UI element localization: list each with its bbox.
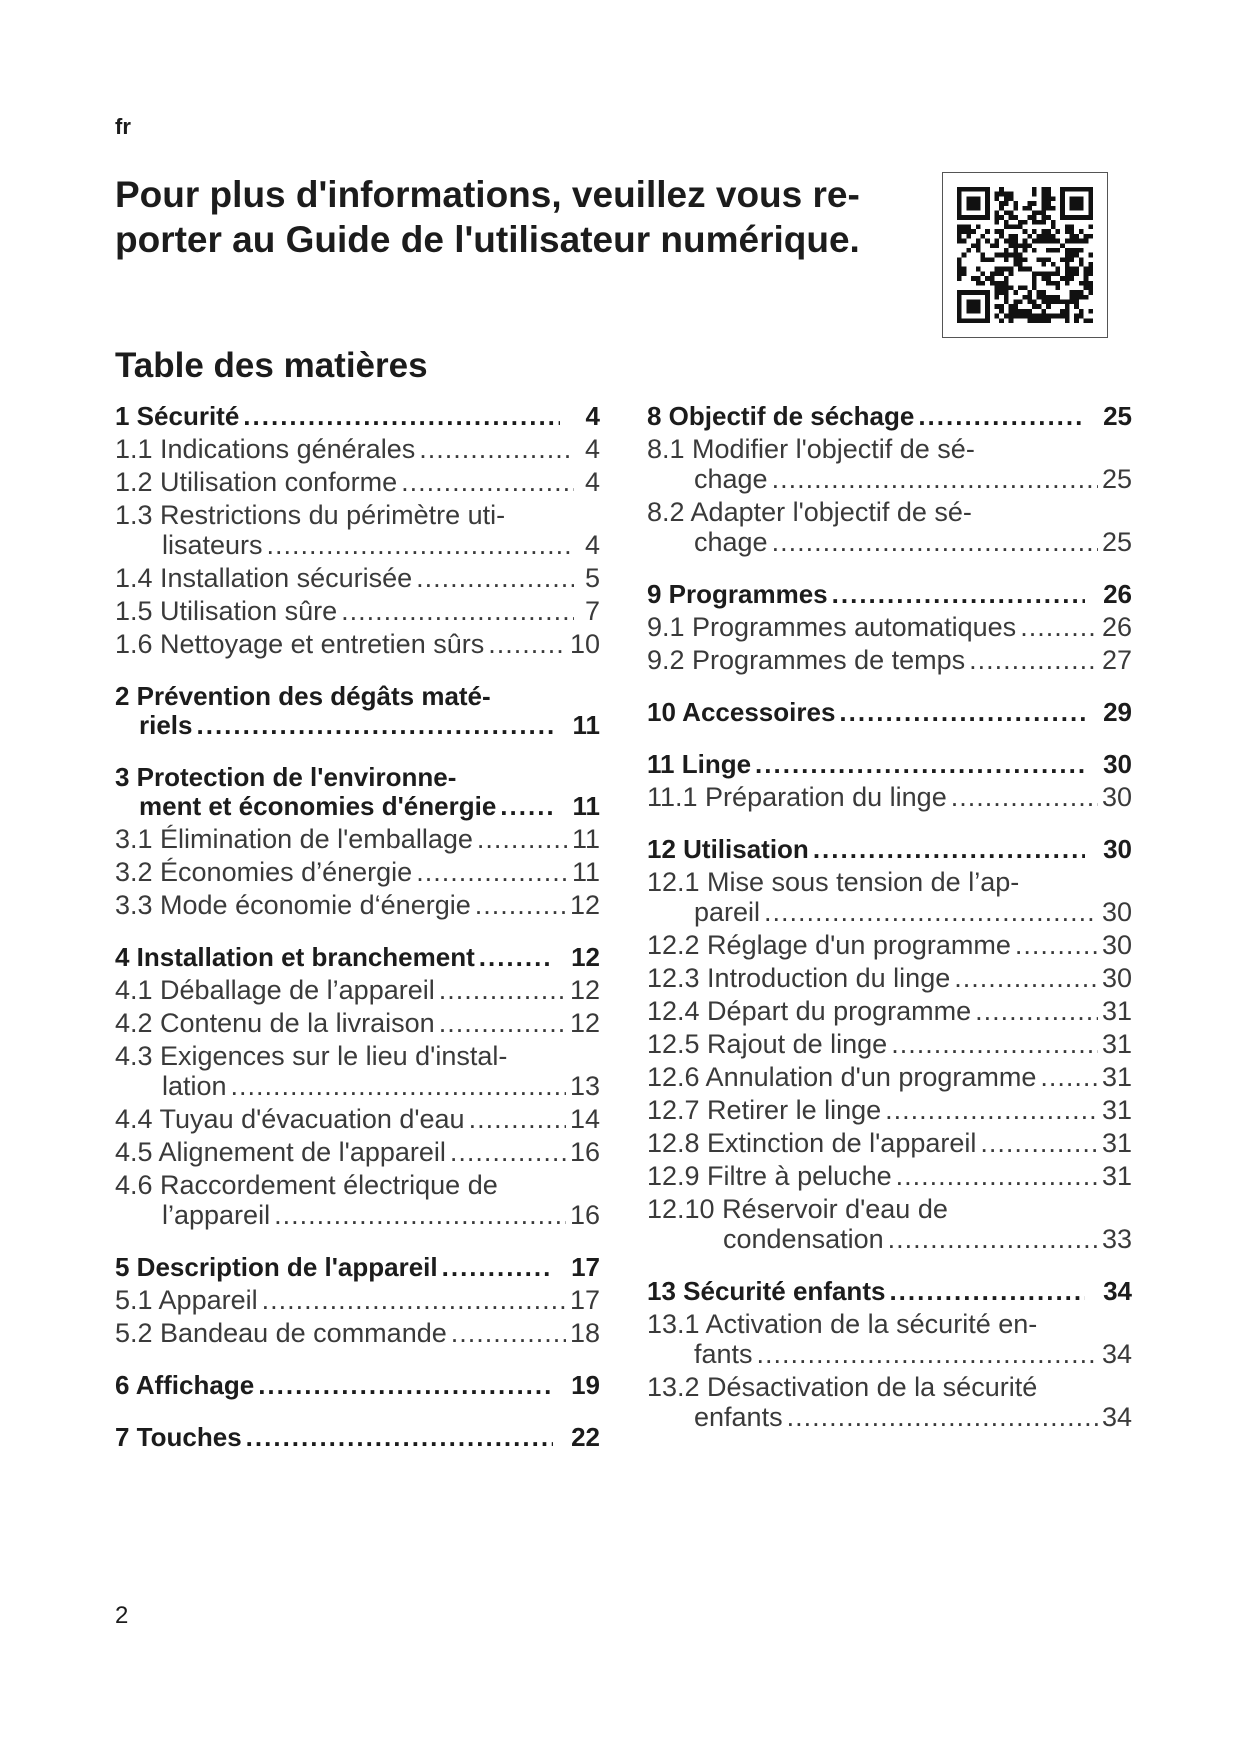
toc-subsection-entry[interactable] [115,975,600,1005]
dot-leader [401,467,574,497]
section-gap [115,743,600,763]
toc-subsection-entry[interactable] [647,782,1132,812]
toc-page-number: 30 [1101,782,1132,812]
toc-entry-title: 4.2 Contenu de la livraison [115,1008,435,1038]
toc-page-number: 11 [571,857,600,887]
toc-entry-title-line: 12.10 Réservoir d'eau de [647,1194,948,1224]
toc-section-entry[interactable] [647,835,1132,864]
dot-leader [889,1277,1085,1306]
toc-page-number: 34 [1101,1402,1132,1432]
toc-entry-title: 11 Linge [647,749,752,779]
toc-entry-title: 1 Sécurité [115,401,240,431]
toc-subsection-entry[interactable] [115,563,600,593]
toc-page-number: 11 [572,791,600,821]
toc-entry-title: 12.9 Filtre à peluche [647,1161,892,1191]
toc-entry-title: 13 Sécurité enfants [647,1276,886,1306]
toc-entry-title: 6 Affichage [115,1370,255,1400]
toc-subsection-entry[interactable] [115,890,600,920]
section-gap [647,730,1132,750]
toc-subsection-entry[interactable] [647,612,1132,642]
toc-page-number: 30 [1101,963,1132,993]
toc-entry-title: 4.4 Tuyau d'évacuation d'eau [115,1104,465,1134]
notice-line-1: Pour plus d'informations, veuillez vous re- [115,174,860,215]
dot-leader [246,1423,553,1452]
dot-leader [896,1161,1098,1191]
toc-section-entry[interactable] [115,1423,600,1452]
toc-entry-title: 12.5 Rajout de linge [647,1029,888,1059]
dot-leader [839,698,1085,727]
toc-page-number: 4 [584,434,600,464]
dot-leader [341,596,574,626]
toc-title: Table des matières [115,346,428,385]
toc-page-number: 29 [1103,697,1132,727]
toc-section-entry[interactable] [115,763,600,821]
toc-page-number: 14 [569,1104,600,1134]
toc-page-number: 26 [1103,579,1132,609]
toc-entry-title: 1.6 Nettoyage et entretien sûrs [115,629,485,659]
dot-leader [267,530,574,560]
toc-column-right [647,402,1132,1435]
section-gap [115,923,600,943]
toc-column-left [115,402,600,1455]
dot-leader [1015,930,1098,960]
dot-leader [891,1029,1098,1059]
toc-entry-title-line: 13.2 Désactivation de la sécurité [647,1372,1038,1402]
toc-subsection-entry[interactable] [115,824,600,854]
toc-page-number: 34 [1103,1276,1132,1306]
toc-page-number: 5 [584,563,600,593]
toc-entry-title: 1.4 Installation sécurisée [115,563,413,593]
toc-page-number: 31 [1101,1062,1132,1092]
toc-subsection-entry[interactable] [115,1318,600,1348]
toc-subsection-entry[interactable] [115,1008,600,1038]
toc-page-number: 18 [569,1318,600,1348]
dot-leader [787,1402,1098,1432]
dot-leader [500,792,554,821]
toc-entry-title-line: 4.6 Raccordement électrique de [115,1170,498,1200]
toc-subsection-entry[interactable] [647,1029,1132,1059]
toc-page-number: 22 [571,1422,600,1452]
toc-page-number: 4 [584,530,600,560]
toc-entry-title: 12 Utilisation [647,834,809,864]
dot-leader [1020,612,1098,642]
toc-page-number: 25 [1101,464,1132,494]
toc-entry-title: 5.1 Appareil [115,1285,258,1315]
toc-subsection-entry[interactable] [115,596,600,626]
toc-entry-title: chage [694,527,768,557]
toc-entry-title: 12.7 Retirer le linge [647,1095,882,1125]
toc-section-entry[interactable] [115,682,600,740]
toc-entry-title: 5.2 Bandeau de commande [115,1318,447,1348]
toc-subsection-entry[interactable] [115,467,600,497]
dot-leader [469,1104,566,1134]
toc-subsection-entry[interactable] [115,1285,600,1315]
dot-leader [439,975,566,1005]
toc-page-number: 11 [572,710,600,740]
toc-entry-title-line: 2 Prévention des dégâts maté- [115,681,491,711]
dot-leader [451,1318,566,1348]
toc-entry-title-line: 8.2 Adapter l'objectif de sé- [647,497,972,527]
toc-subsection-entry[interactable] [115,629,600,659]
toc-page-number: 34 [1101,1339,1132,1369]
page-number: 2 [115,1602,129,1629]
dot-leader [416,563,574,593]
toc-subsection-entry[interactable] [647,1309,1132,1369]
toc-subsection-entry[interactable] [115,434,600,464]
toc-entry-title: 7 Touches [115,1422,242,1452]
toc-entry-title: 3.2 Économies d’énergie [115,857,413,887]
toc-page-number: 16 [569,1137,600,1167]
toc-entry-title: 1.2 Utilisation conforme [115,467,398,497]
toc-section-entry[interactable] [115,943,600,972]
toc-entry-title: fants [694,1339,753,1369]
dot-leader [439,1008,566,1038]
toc-entry-title: 1.5 Utilisation sûre [115,596,338,626]
section-gap [647,560,1132,580]
dot-leader [772,527,1098,557]
toc-page-number: 17 [571,1252,600,1282]
section-gap [115,662,600,682]
toc-page-number: 25 [1103,401,1132,431]
toc-section-entry[interactable] [647,402,1132,431]
toc-page-number: 31 [1101,1095,1132,1125]
toc-subsection-entry[interactable] [647,1372,1132,1432]
toc-page-number: 31 [1101,1128,1132,1158]
toc-entry-title: condensation [723,1224,884,1254]
toc-entry-title: 3.3 Mode économie d‘énergie [115,890,471,920]
toc-page-number: 4 [584,467,600,497]
qr-code-icon [942,172,1108,338]
digital-guide-notice [115,172,915,262]
toc-subsection-entry[interactable] [647,1161,1132,1191]
dot-leader [262,1285,566,1315]
toc-subsection-entry[interactable] [647,497,1132,557]
toc-subsection-entry[interactable] [647,1062,1132,1092]
toc-subsection-entry[interactable] [647,996,1132,1026]
notice-line-2: porter au Guide de l'utilisateur numérique. [115,219,860,260]
toc-page-number: 12 [569,975,600,1005]
dot-leader [951,782,1098,812]
dot-leader [888,1224,1098,1254]
toc-entry-title: lation [162,1071,227,1101]
dot-leader [477,824,568,854]
dot-leader [975,996,1098,1026]
toc-entry-title-line: 4.3 Exigences sur le lieu d'instal- [115,1041,508,1071]
toc-entry-title: 8 Objectif de séchage [647,401,915,431]
toc-entry-title: 9.2 Programmes de temps [647,645,966,675]
toc-subsection-entry[interactable] [647,1095,1132,1125]
dot-leader [885,1095,1098,1125]
section-gap [115,1351,600,1371]
toc-page-number: 27 [1101,645,1132,675]
dot-leader [197,711,555,740]
toc-page-number: 30 [1103,834,1132,864]
toc-entry-title: 10 Accessoires [647,697,836,727]
section-gap [115,1233,600,1253]
toc-entry-title: 4 Installation et branchement [115,942,475,972]
toc-subsection-entry[interactable] [647,645,1132,675]
dot-leader [243,402,560,431]
dot-leader [772,464,1098,494]
toc-entry-title: 12.6 Annulation d'un programme [647,1062,1037,1092]
toc-page-number: 30 [1101,897,1132,927]
toc-page-number: 13 [569,1071,600,1101]
toc-entry-title: 12.8 Extinction de l'appareil [647,1128,977,1158]
dot-leader [918,402,1085,431]
toc-entry-title-line: 8.1 Modifier l'objectif de sé- [647,434,975,464]
dot-leader [416,857,568,887]
toc-page-number: 12 [571,942,600,972]
toc-subsection-entry[interactable] [647,1128,1132,1158]
section-gap [115,1403,600,1423]
toc-page-number: 33 [1101,1224,1132,1254]
toc-page-number: 31 [1101,996,1132,1026]
toc-entry-title: lisateurs [162,530,263,560]
section-gap [647,1257,1132,1277]
toc-entry-title-line: 3 Protection de l'environne- [115,762,457,792]
toc-entry-title: 12.3 Introduction du linge [647,963,951,993]
dot-leader [764,897,1098,927]
toc-entry-title: 12.2 Réglage d'un programme [647,930,1011,960]
qr-code-graphic [957,187,1093,323]
dot-leader [442,1253,553,1282]
toc-subsection-entry[interactable] [647,434,1132,494]
toc-page-number: 19 [571,1370,600,1400]
toc-subsection-entry[interactable] [115,857,600,887]
toc-page-number: 12 [569,890,600,920]
toc-page-number: 4 [585,401,600,431]
dot-leader [231,1071,566,1101]
toc-section-entry[interactable] [115,402,600,431]
toc-page-number: 7 [584,596,600,626]
toc-subsection-entry[interactable] [115,1137,600,1167]
dot-leader [479,943,553,972]
dot-leader [832,580,1085,609]
toc-entry-title: 9 Programmes [647,579,828,609]
toc-entry-title: ment et économies d'énergie [139,791,497,821]
toc-subsection-entry[interactable] [647,867,1132,927]
toc-section-entry[interactable] [647,698,1132,727]
toc-entry-title: chage [694,464,768,494]
toc-section-entry[interactable] [647,580,1132,609]
dot-leader [488,629,566,659]
toc-page-number: 11 [571,824,600,854]
toc-page-number: 30 [1103,749,1132,779]
toc-subsection-entry[interactable] [115,1041,600,1101]
toc-entry-title: pareil [694,897,761,927]
toc-section-entry[interactable] [647,1277,1132,1306]
dot-leader [419,434,574,464]
toc-page-number: 12 [569,1008,600,1038]
toc-page-number: 16 [569,1200,600,1230]
dot-leader [450,1137,566,1167]
dot-leader [475,890,566,920]
dot-leader [258,1371,553,1400]
toc-entry-title-line: 12.1 Mise sous tension de l’ap- [647,867,1020,897]
toc-subsection-entry[interactable] [115,500,600,560]
toc-entry-title: 11.1 Préparation du linge [647,782,947,812]
dot-leader [969,645,1098,675]
toc-subsection-entry[interactable] [647,1194,1132,1254]
toc-entry-title: 5 Description de l'appareil [115,1252,438,1282]
toc-entry-title: 9.1 Programmes automatiques [647,612,1017,642]
dot-leader [980,1128,1098,1158]
toc-page-number: 10 [569,629,600,659]
section-gap [647,678,1132,698]
toc-entry-title: 12.4 Départ du programme [647,996,972,1026]
toc-section-entry[interactable] [115,1253,600,1282]
language-code: fr [115,114,131,139]
toc-entry-title: 4.5 Alignement de l'appareil [115,1137,446,1167]
toc-subsection-entry[interactable] [647,930,1132,960]
toc-entry-title: 1.1 Indications générales [115,434,416,464]
toc-entry-title: 3.1 Élimination de l'emballage [115,824,473,854]
dot-leader [757,1339,1098,1369]
toc-entry-title: l’appareil [162,1200,271,1230]
dot-leader [274,1200,566,1230]
toc-entry-title-line: 1.3 Restrictions du périmètre uti- [115,500,506,530]
toc-page-number: 30 [1101,930,1132,960]
dot-leader [1040,1062,1098,1092]
toc-page-number: 31 [1101,1161,1132,1191]
toc-page-number: 31 [1101,1029,1132,1059]
section-gap [647,815,1132,835]
toc-subsection-entry[interactable] [115,1170,600,1230]
toc-section-entry[interactable] [115,1371,600,1400]
dot-leader [755,750,1085,779]
toc-entry-title: 4.1 Déballage de l’appareil [115,975,435,1005]
toc-entry-title: riels [139,710,193,740]
toc-entry-title-line: 13.1 Activation de la sécurité en- [647,1309,1038,1339]
toc-entry-title: enfants [694,1402,783,1432]
toc-page-number: 25 [1101,527,1132,557]
toc-subsection-entry[interactable] [115,1104,600,1134]
dot-leader [954,963,1098,993]
toc-section-entry[interactable] [647,750,1132,779]
toc-page-number: 26 [1101,612,1132,642]
dot-leader [813,835,1085,864]
toc-subsection-entry[interactable] [647,963,1132,993]
toc-page-number: 17 [569,1285,600,1315]
